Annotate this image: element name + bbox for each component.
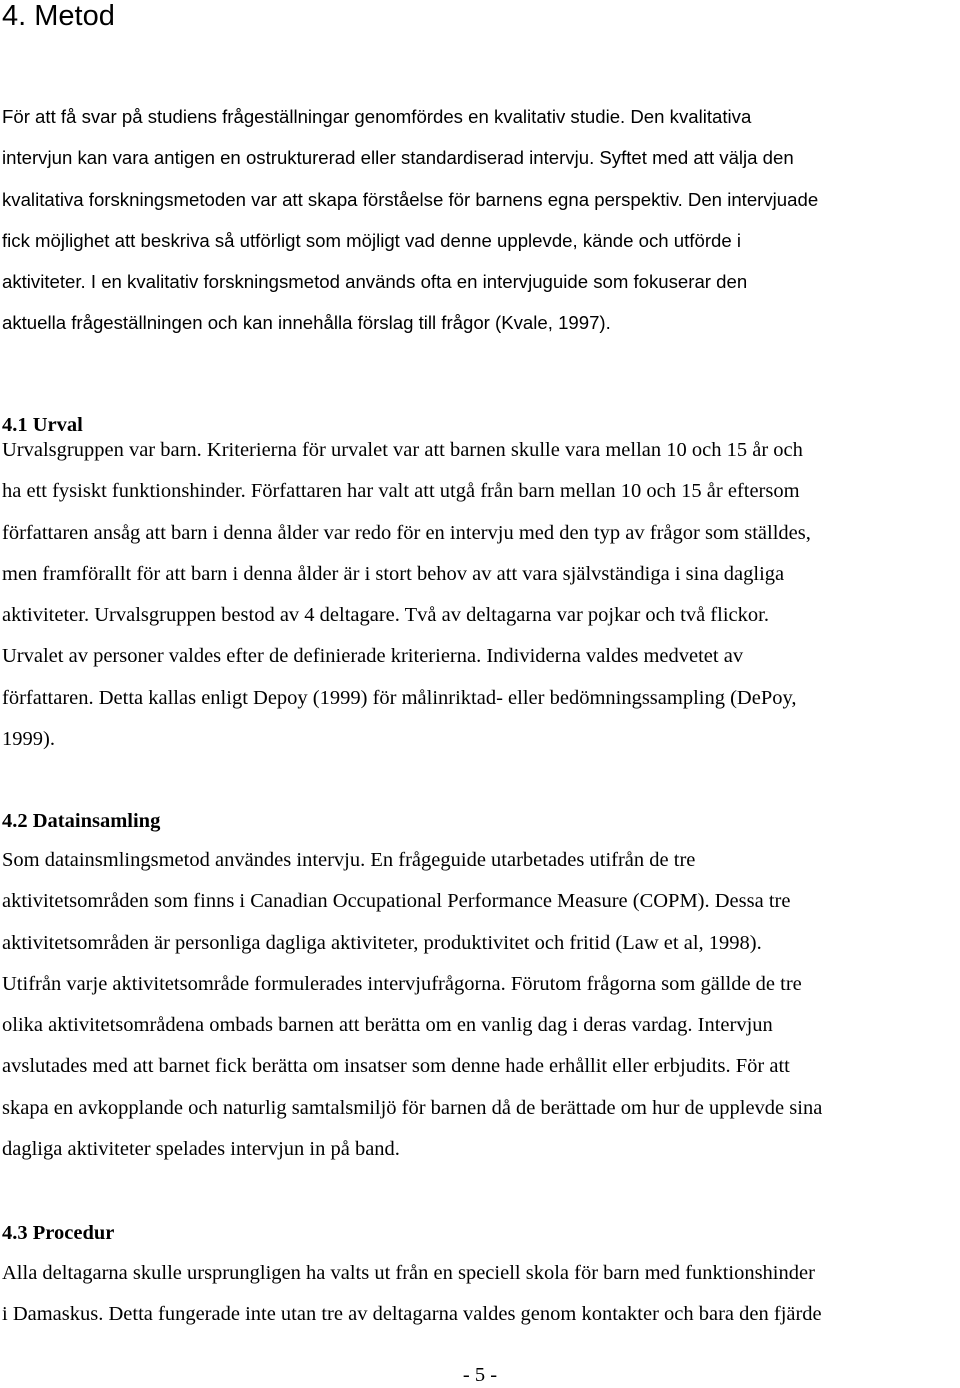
section-heading-urval: 4.1 Urval [2, 414, 83, 436]
paragraph-line: Som datainsmlingsmetod användes intervju. En frågeguide utarbetades utifrån de tre [2, 849, 696, 871]
intro-line: För att få svar på studiens frågeställningar genomfördes en kvalitativ studie. Den kvalitativa [2, 106, 752, 127]
paragraph-line: Alla deltagarna skulle ursprungligen ha valts ut från en speciell skola för barn med funktionshinder [2, 1262, 815, 1284]
paragraph-line: Urvalsgruppen var barn. Kriterierna för urvalet var att barnen skulle vara mellan 10 och 15 år och [2, 439, 803, 461]
intro-line: fick möjlighet att beskriva så utförligt som möjligt vad denne upplevde, kände och utförde i [2, 229, 741, 251]
section-heading-datainsamling: 4.2 Datainsamling [2, 810, 161, 832]
paragraph-line: ha ett fysiskt funktionshinder. Författaren har valt att utgå från barn mellan 10 och 15 år eftersom [2, 480, 800, 503]
paragraph-line: författaren. Detta kallas enligt Depoy (1999) för målinriktad- eller bedömningssampling (DePoy, [2, 686, 797, 709]
chapter-title: 4. Metod [2, 0, 115, 32]
intro-paragraph [2, 96, 958, 344]
paragraph-line: 1999). [2, 728, 55, 751]
intro-line: aktuella frågeställningen och kan innehålla förslag till frågor (Kvale, 1997). [2, 312, 611, 334]
section-paragraph-urval [2, 430, 958, 760]
paragraph-line: aktiviteter. Urvalsgruppen bestod av 4 deltagare. Två av deltagarna var pojkar och två flickor. [2, 604, 769, 627]
intro-line: kvalitativa forskningsmetoden var att skapa förståelse för barnens egna perspektiv. Den intervjuade [2, 188, 819, 210]
intro-line: intervjun kan vara antigen en ostrukturerad eller standardiserad intervju. Syftet med att välja den [2, 147, 794, 169]
section-paragraph-procedur [2, 1253, 958, 1336]
paragraph-line: skapa en avkopplande och naturlig samtalsmiljö för barnen då de berättade om hur de upplevde sina [2, 1096, 823, 1119]
paragraph-line: dagliga aktiviteter spelades intervjun in på band. [2, 1138, 400, 1161]
paragraph-line: författaren ansåg att barn i denna ålder var redo för en intervju med den typ av frågor som ställdes, [2, 521, 811, 544]
section-paragraph-datainsamling [2, 840, 958, 1170]
paragraph-line: aktivitetsområden som finns i Canadian Occupational Performance Measure (COPM). Dessa tre [2, 890, 791, 913]
section-heading-procedur: 4.3 Procedur [2, 1222, 115, 1244]
intro-line: aktiviteter. I en kvalitativ forskningsmetod används ofta en intervjuguide som fokuserar den [2, 271, 748, 293]
paragraph-line: Utifrån varje aktivitetsområde formulerades intervjufrågorna. Förutom frågorna som gällde de tre [2, 972, 802, 995]
paragraph-line: i Damaskus. Detta fungerade inte utan tre av deltagarna valdes genom kontakter och bara den fjärde [2, 1303, 822, 1326]
paragraph-line: aktivitetsområden är personliga dagliga aktiviteter, produktivitet och fritid (Law et al, 1998). [2, 931, 762, 954]
page-number: - 5 - [462, 1364, 498, 1386]
paragraph-line: men framförallt för att barn i denna ålder är i stort behov av att vara självständiga i sina dagliga [2, 562, 785, 585]
paragraph-line: Urvalet av personer valdes efter de definierade kriterierna. Individerna valdes medvetet av [2, 645, 744, 668]
paragraph-line: avslutades med att barnet fick berätta om insatser som denne hade erhållit eller erbjudits. För att [2, 1055, 790, 1078]
paragraph-line: olika aktivitetsområdena ombads barnen att berätta om en vanlig dag i deras vardag. Intervjun [2, 1014, 773, 1037]
